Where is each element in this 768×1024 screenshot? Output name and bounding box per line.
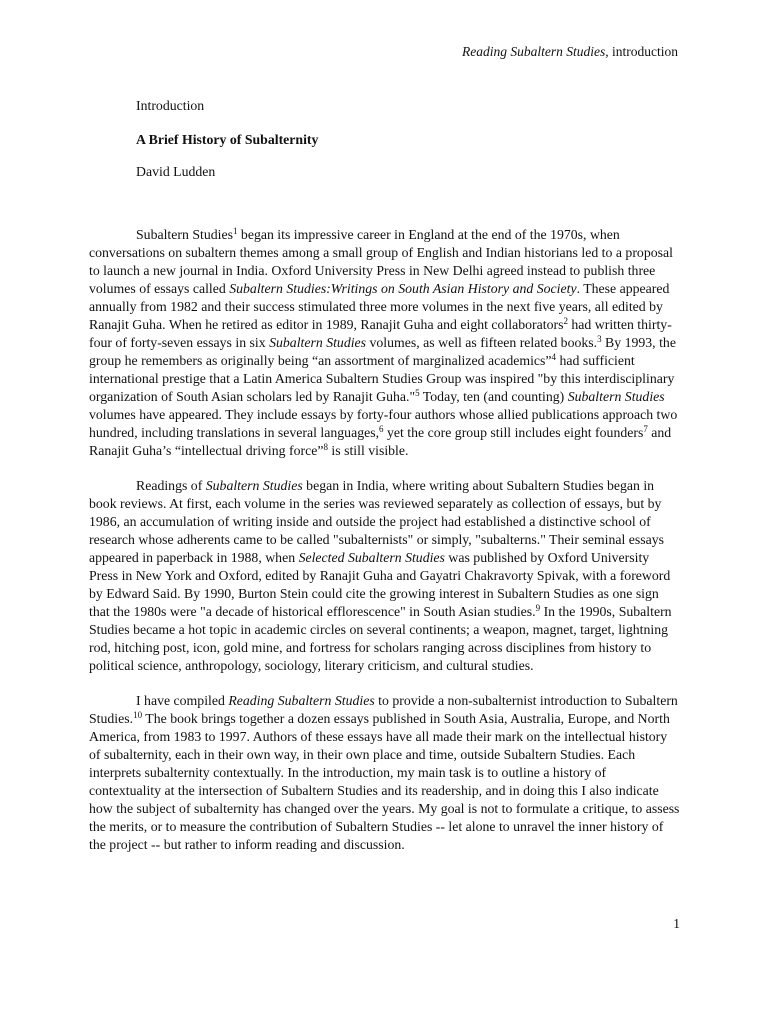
body-text: [89, 226, 681, 854]
running-header: [462, 44, 678, 60]
italic-title: Subaltern Studies: [205, 478, 303, 493]
section-label: Introduction: [136, 98, 205, 113]
italic-title: Subaltern Studies: [567, 389, 665, 404]
footnote-reference[interactable]: 7: [643, 424, 648, 434]
footnote-reference[interactable]: 8: [323, 442, 328, 452]
paragraph-1: Subaltern Studies$^1$ began its impressive career in England at the end of the 1970s, when conversations on subaltern themes among a small group of English and Indian historians led to a proposal to launch a new journal in India. Oxford University Press in New Delhi agreed instead to publish three volumes of essays called Subaltern Studies:Writings on South Asian History and Society. These appeared annually from 1982 and their success stimulated three more volumes in the next five years, all edited by Ranajit Guha. When he retired as editor in 1989, Ranajit Guha and eight collaborators$^2$ had written thirty-four of forty-seven essays in six Subaltern Studies volumes, as well as fifteen related books.$^3$ By 1993, the group he remembers as originally being “an assortment of marginalized academics”$^4$ had sufficient international prestige that a Latin America Subaltern Studies Group was inspired "by this interdisciplinary organization of South Asian scholars led by Ranajit Guha."$^5$ Today, ten (and counting) Subaltern Studies volumes have appeared. They include essays by forty-four authors whose allied publications approach two hundred, including translations in several languages,$^6$ yet the core group still includes eight founders$^7$ and Ranajit Guha’s “intellectual driving force”$^8$ is still visible.: [89, 226, 678, 458]
footnote-reference[interactable]: 10: [133, 710, 143, 720]
italic-title: Reading Subaltern Studies: [228, 693, 375, 708]
italic-title: Subaltern Studies:Writings on South Asian History and Society: [229, 281, 577, 296]
chapter-title: A Brief History of Subalternity: [136, 132, 319, 147]
page-number: 1: [673, 916, 680, 931]
running-header-section: , introduction: [605, 44, 678, 59]
paragraph-2: Readings of Subaltern Studies began in India, where writing about Subaltern Studies began in book reviews. At first, each volume in the series was reviewed separately as collection of essays, but by 1986, an accumulation of writing inside and outside the project had established a distinctive school of research whose adherents came to be called "subalternists" or simply, "subalterns." Their seminal essays appeared in paperback in 1988, when Selected Subaltern Studies was published by Oxford University Press in New York and Oxford, edited by Ranajit Guha and Gayatri Chakravorty Spivak, with a foreword by Edward Said. By 1990, Burton Stein could cite the growing interest in Subaltern Studies as one sign that the 1980s were "a decade of historical efflorescence" in South Asian studies.$^9$ In the 1990s, Subaltern Studies became a hot topic in academic circles on several continents; a weapon, magnet, target, lightning rod, hitching post, icon, gold mine, and fortress for scholars ranging across disciplines from history to political science, anthropology, sociology, literary criticism, and cultural studies.: [89, 478, 672, 673]
running-header-book-title: Reading Subaltern Studies: [462, 44, 606, 59]
footnote-reference[interactable]: 2: [563, 316, 568, 326]
footnote-reference[interactable]: 4: [551, 352, 557, 362]
italic-title: Subaltern Studies: [269, 335, 367, 350]
footnote-reference[interactable]: 5: [415, 388, 420, 398]
footnote-reference[interactable]: 6: [379, 424, 384, 434]
author-name: David Ludden: [136, 164, 216, 179]
italic-title: Selected Subaltern Studies: [298, 550, 445, 565]
paragraph-3: I have compiled Reading Subaltern Studies to provide a non-subalternist introduction to Subaltern Studies.$^{10}$ The book brings together a dozen essays published in South Asia, Australia, Europe, and North America, from 1983 to 1997. Authors of these essays have all made their mark on the intellectual history of subalternity, each in their own way, in their own place and time, outside Subaltern Studies. Each interprets subalternity contextually. In the introduction, my main task is to outline a history of contextuality at the intersection of Subaltern Studies and its readership, and in doing this I also indicate how the subject of subalternity has changed over the years. My goal is not to formulate a critique, to assess the merits, or to measure the contribution of Subaltern Studies -- let alone to unravel the inner history of the project -- but rather to inform reading and discussion.: [89, 693, 680, 852]
footnote-reference[interactable]: 3: [597, 334, 602, 344]
footnote-reference[interactable]: 1: [232, 226, 238, 236]
footnote-reference[interactable]: 9: [535, 603, 541, 613]
